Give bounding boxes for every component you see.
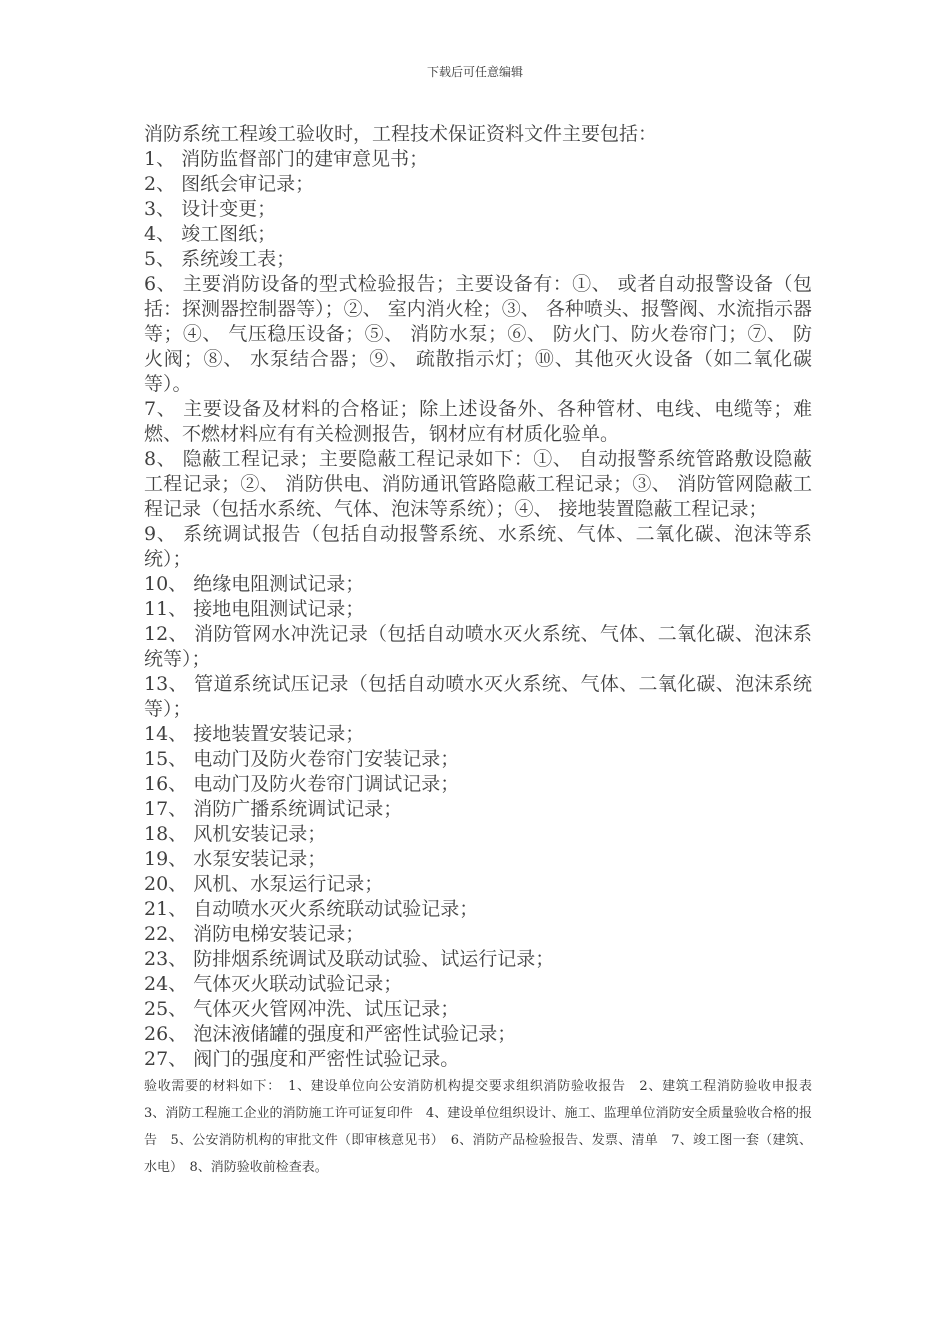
list-item: 19、 水泵安装记录； bbox=[144, 848, 327, 870]
list-item: 23、 防排烟系统调试及联动试验、试运行记录； bbox=[144, 948, 555, 970]
list-item: 6、 主要消防设备的型式检验报告；主要设备有：①、 或者自动报警设备（包括：探测器控制器等）；②、 室内消火栓；③、 各种喷头、报警阀、水流指示器等；④、 气压稳压设备；⑤、 消防水泵；⑥、 防火门、防火卷帘门；⑦、 防火阀；⑧、 水泵结合器；⑨、 疏散指示灯；⑩、其他灭火设备（如二氧化碳等）。 bbox=[144, 273, 812, 395]
list-item: 4、 竣工图纸； bbox=[144, 223, 277, 245]
page-header: 下载后可任意编辑 bbox=[426, 65, 523, 79]
list-item: 10、 绝缘电阻测试记录； bbox=[144, 573, 365, 595]
list-item: 24、 气体灭火联动试验记录； bbox=[144, 973, 403, 995]
list-item: 13、 管道系统试压记录（包括自动喷水灭火系统、气体、二氧化碳、泡沫系统等）； bbox=[144, 673, 812, 720]
list-item: 1、 消防监督部门的建审意见书； bbox=[144, 148, 429, 170]
list-item: 11、 接地电阻测试记录； bbox=[144, 598, 365, 620]
list-item: 20、 风机、水泵运行记录； bbox=[144, 873, 384, 895]
list-item: 18、 风机安装记录； bbox=[144, 823, 327, 845]
intro-paragraph: 消防系统工程竣工验收时，工程技术保证资料文件主要包括： bbox=[144, 123, 658, 145]
list-item: 21、 自动喷水灭火系统联动试验记录； bbox=[144, 898, 479, 920]
list-item: 2、 图纸会审记录； bbox=[144, 173, 315, 195]
list-item: 7、 主要设备及材料的合格证；除上述设备外、各种管材、电线、电缆等；难燃、不燃材料应有有关检测报告，钢材应有材质化验单。 bbox=[144, 398, 812, 445]
document-body bbox=[144, 122, 826, 1181]
list-item: 17、 消防广播系统调试记录； bbox=[144, 798, 403, 820]
list-item: 25、 气体灭火管网冲洗、试压记录； bbox=[144, 998, 460, 1020]
requirements-list bbox=[144, 122, 812, 1072]
list-item: 16、 电动门及防火卷帘门调试记录； bbox=[144, 773, 460, 795]
list-item: 15、 电动门及防火卷帘门安装记录； bbox=[144, 748, 460, 770]
list-item: 22、 消防电梯安装记录； bbox=[144, 923, 365, 945]
list-item: 5、 系统竣工表； bbox=[144, 248, 296, 270]
list-item: 9、 系统调试报告（包括自动报警系统、水系统、气体、二氧化碳、泡沫等系统）； bbox=[144, 523, 812, 570]
acceptance-materials-note: 验收需要的材料如下： 1、建设单位向公安消防机构提交要求组织消防验收报告 2、建筑工程消防验收申报表 3、消防工程施工企业的消防施工许可证复印件 4、建设单位组织设计、施工、监理单位消防安全质量验收合格的报告 5、公安消防机构的审批文件（即审核意见书） 6、消防产品检验报告、发票、清单 7、竣工图一套（建筑、水电） 8、消防验收前检查表。 bbox=[144, 1079, 826, 1175]
list-item: 3、 设计变更； bbox=[144, 198, 277, 220]
list-item: 26、 泡沫液储罐的强度和严密性试验记录； bbox=[144, 1023, 517, 1045]
list-item: 27、 阀门的强度和严密性试验记录。 bbox=[144, 1048, 460, 1070]
list-item: 8、 隐蔽工程记录；主要隐蔽工程记录如下：①、 自动报警系统管路敷设隐蔽工程记录；②、 消防供电、消防通讯管路隐蔽工程记录；③、 消防管网隐蔽工程记录（包括水系统、气体、泡沫等系统）；④、 接地装置隐蔽工程记录； bbox=[144, 448, 812, 520]
list-item: 14、 接地装置安装记录； bbox=[144, 723, 365, 745]
list-item: 12、 消防管网水冲洗记录（包括自动喷水灭火系统、气体、二氧化碳、泡沫系统等）； bbox=[144, 623, 812, 670]
